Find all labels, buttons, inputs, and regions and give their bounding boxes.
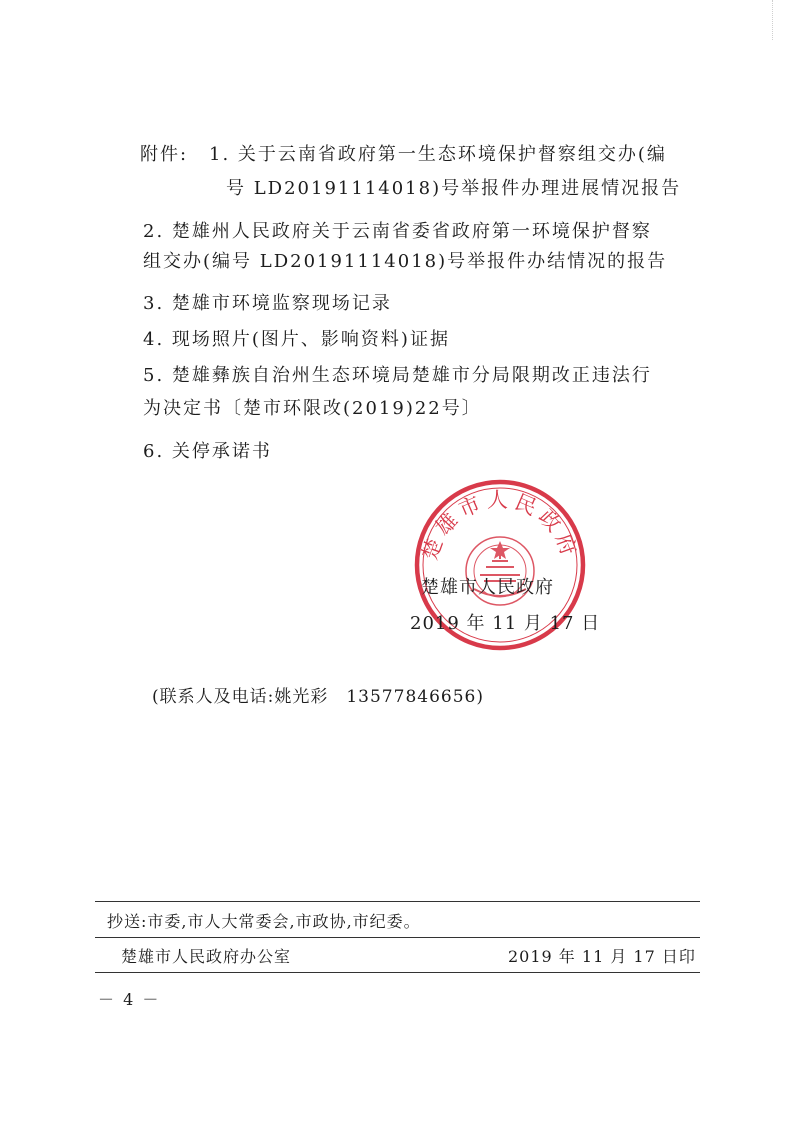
attachment-1-line-1: 1. 关于云南省政府第一生态环境保护督察组交办(编 [209, 144, 667, 165]
cc-recipients: 抄送:市委,市人大常委会,市政协,市纪委。 [107, 912, 421, 931]
attachment-1-line-2: 号 LD20191114018)号举报件办理进展情况报告 [226, 178, 682, 199]
attachment-2-line-2: 组交办(编号 LD20191114018)号举报件办结情况的报告 [143, 251, 668, 272]
footer-bottom-rule [95, 972, 700, 973]
attachment-5-line-2: 为决定书〔楚市环限改(2019)22号〕 [143, 398, 482, 419]
scan-edge-mark [772, 0, 785, 40]
seal-text: 楚雄市人民政府 [417, 488, 583, 564]
attachment-3-line-1: 3. 楚雄市环境监察现场记录 [143, 293, 392, 314]
signing-organization: 楚雄市人民政府 [421, 577, 554, 598]
attachment-5-line-1: 5. 楚雄彝族自治州生态环境局楚雄市分局限期改正违法行 [143, 365, 652, 386]
attachment-6-line-1: 6. 关停承诺书 [143, 441, 272, 462]
page-number: － 4 － [98, 990, 161, 1009]
attachments-label: 附件: [140, 144, 189, 165]
print-date: 2019 年 11 月 17 日印 [508, 947, 696, 966]
footer-top-rule [95, 901, 700, 902]
footer-middle-rule [95, 937, 700, 938]
issuing-office: 楚雄市人民政府办公室 [121, 947, 292, 966]
attachment-4-line-1: 4. 现场照片(图片、影响资料)证据 [143, 329, 450, 350]
attachment-2-line-1: 2. 楚雄州人民政府关于云南省委省政府第一环境保护督察 [143, 221, 652, 242]
signing-date: 2019 年 11 月 17 日 [410, 613, 601, 634]
contact-info: (联系人及电话:姚光彩 13577846656) [152, 687, 484, 707]
